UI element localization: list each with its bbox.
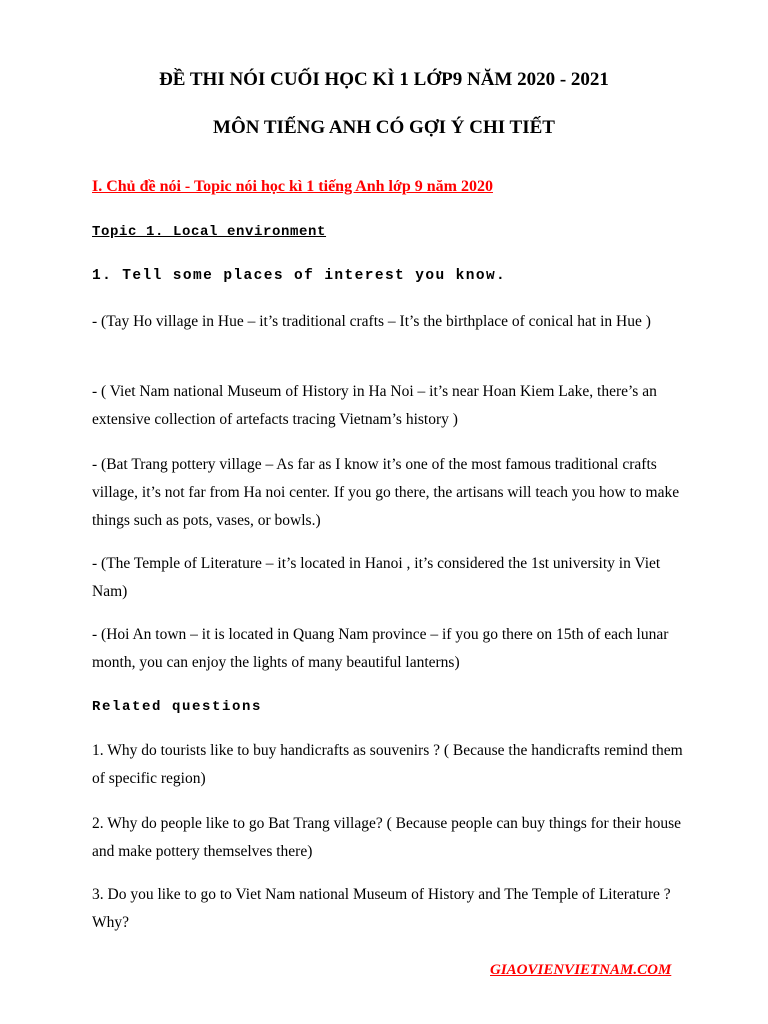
document-title: ĐỀ THI NÓI CUỐI HỌC KÌ 1 LỚP9 NĂM 2020 - 2021 <box>159 69 609 90</box>
question-heading: 1. Tell some places of interest you know. <box>92 268 507 284</box>
related-question: 2. Why do people like to go Bat Trang village? ( Because people can buy things for their house and make pottery themselves there) <box>92 815 682 860</box>
place-item: - (Tay Ho village in Hue – it’s traditional crafts – It’s the birthplace of conical hat in Hue ) <box>92 313 651 330</box>
footer-brand-link[interactable]: GIAOVIENVIETNAM.COM <box>490 962 672 978</box>
place-item: - (Bat Trang pottery village – As far as I know it’s one of the most famous traditional crafts village, it’s not far from Ha noi center. If you go there, the artisans will teach you how to make things such as pots, vases, or bowls.) <box>92 456 680 529</box>
place-item: - (The Temple of Literature – it’s located in Hanoi , it’s considered the 1st university in Viet Nam) <box>92 555 661 600</box>
related-question: 3. Do you like to go to Viet Nam national Museum of History and The Temple of Literature ? Why? <box>92 886 671 931</box>
section-heading: I. Chủ đề nói - Topic nói học kì 1 tiếng Anh lớp 9 năm 2020 <box>92 178 493 195</box>
topic-heading: Topic 1. Local environment <box>92 224 327 240</box>
place-item: - ( Viet Nam national Museum of History in Ha Noi – it’s near Hoan Kiem Lake, there’s an extensive collection of artefacts tracing Vietnam’s history ) <box>92 383 657 428</box>
document-subtitle: MÔN TIẾNG ANH CÓ GỢI Ý CHI TIẾT <box>213 117 555 138</box>
related-questions-heading: Related questions <box>92 699 263 715</box>
place-item: - (Hoi An town – it is located in Quang Nam province – if you go there on 15th of each lunar month, you can enjoy the lights of many beautiful lanterns) <box>92 626 669 671</box>
related-question: 1. Why do tourists like to buy handicrafts as souvenirs ? ( Because the handicrafts remind them of specific region) <box>92 742 683 787</box>
